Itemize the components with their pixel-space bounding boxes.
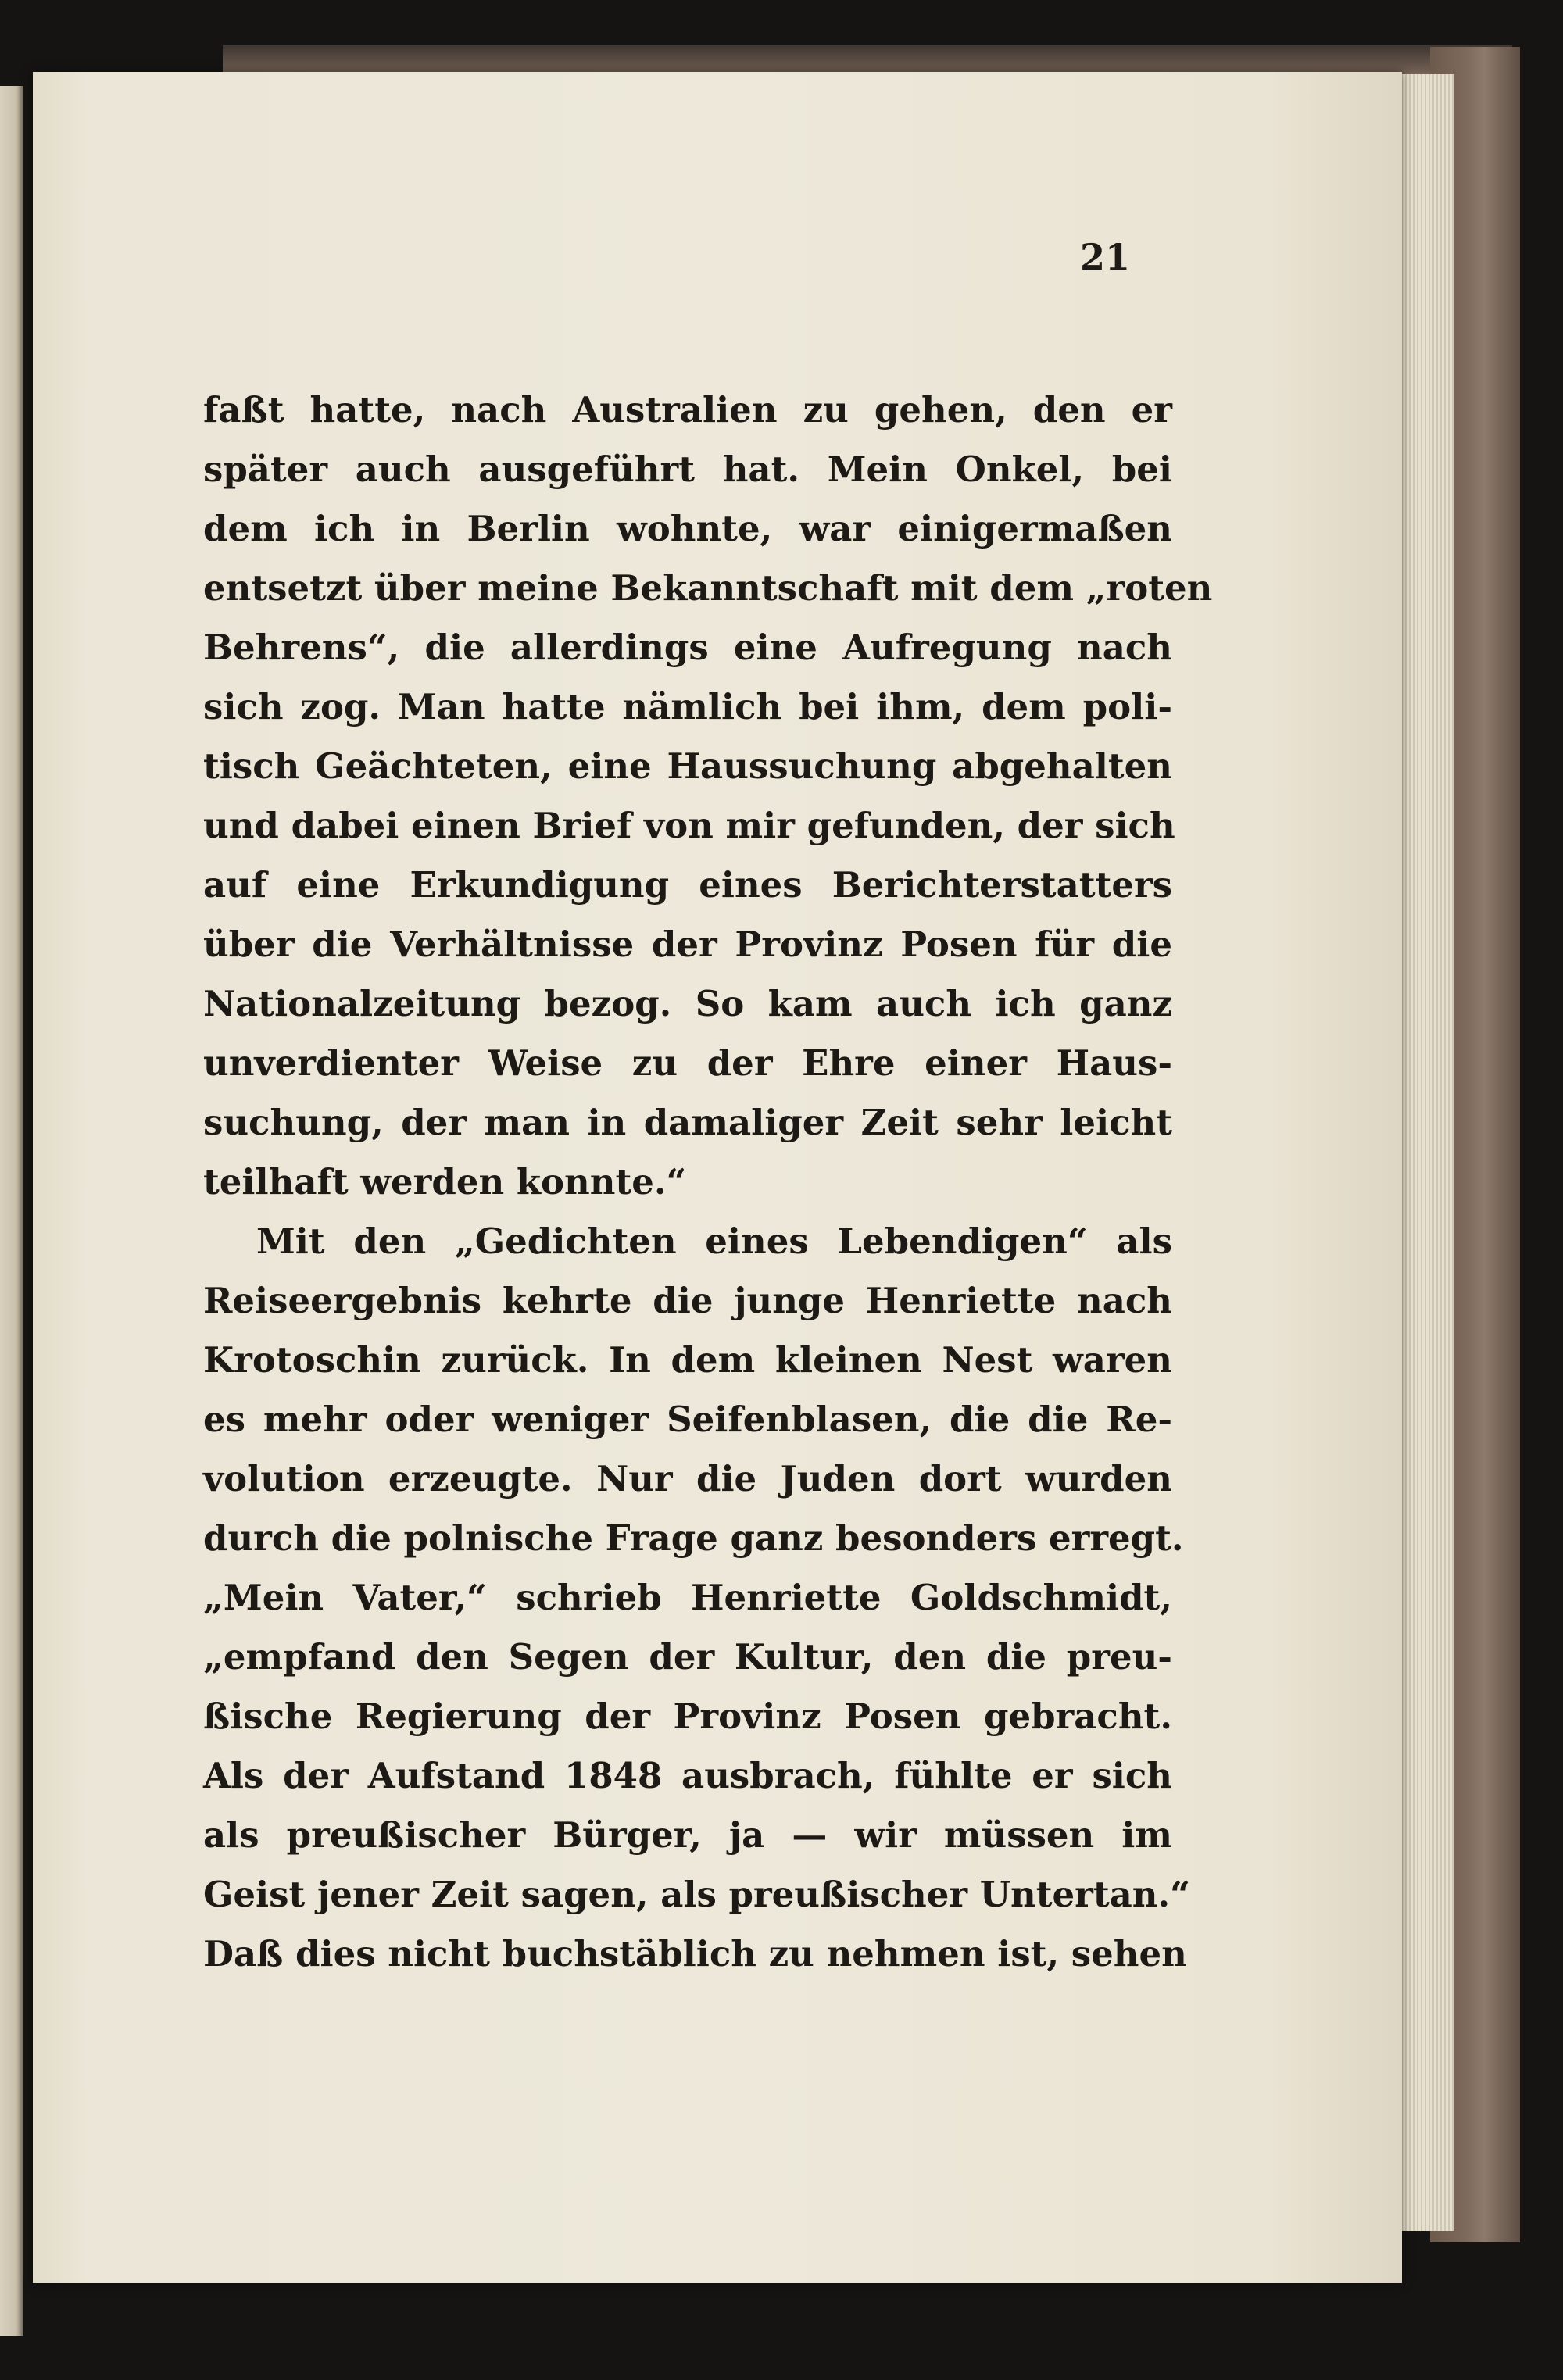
text-line: Krotoschin zurück. In dem kleinen Nest waren [203,1339,1172,1381]
page-edges [1399,74,1454,2231]
text-line: Nationalzeitung bezog. So kam auch ich ganz [203,983,1172,1024]
text-line: volution erzeugte. Nur die Juden dort wurden [203,1458,1172,1499]
body-text [203,381,1213,1984]
left-page-edge [0,86,23,2336]
text-line: dem ich in Berlin wohnte, war einigermaßen [203,508,1172,549]
text-line: Mit den „Gedichten eines Lebendigen“ als [256,1220,1172,1262]
text-line: faßt hatte, nach Australien zu gehen, den er [203,389,1172,431]
text-line: Geist jener Zeit sagen, als preußischer Untertan.“ [203,1874,1191,1915]
text-line: unverdienter Weise zu der Ehre einer Haus- [203,1042,1172,1084]
text-line: tisch Geächteten, eine Haussuchung abgehalten [203,745,1172,787]
text-line: auf eine Erkundigung eines Berichterstatters [203,864,1172,906]
text-line: ßische Regierung der Provinz Posen gebracht. [203,1696,1172,1737]
text-line: sich zog. Man hatte nämlich bei ihm, dem poli- [203,686,1172,727]
text-line: über die Verhältnisse der Provinz Posen für die [203,924,1172,965]
book-page [33,72,1402,2283]
text-line: durch die polnische Frage ganz besonders erregt. [203,1517,1184,1559]
text-line: Daß dies nicht buchstäblich zu nehmen ist, sehen [203,1933,1187,1974]
text-line: Reiseergebnis kehrte die junge Henriette nach [203,1280,1172,1321]
text-line: teilhaft werden konnte.“ [203,1161,687,1203]
text-line: „empfand den Segen der Kultur, den die preu- [203,1636,1172,1678]
text-line: suchung, der man in damaliger Zeit sehr leicht [203,1102,1172,1143]
text-line: Als der Aufstand 1848 ausbrach, fühlte er sich [203,1755,1172,1796]
text-line: Behrens“, die allerdings eine Aufregung nach [203,627,1172,668]
text-line: es mehr oder weniger Seifenblasen, die die Re- [203,1399,1172,1440]
page-number: 21 [1080,236,1131,278]
text-line: später auch ausgeführt hat. Mein Onkel, bei [203,448,1172,490]
text-line: entsetzt über meine Bekanntschaft mit dem „roten [203,567,1213,609]
text-line: „Mein Vater,“ schrieb Henriette Goldschmidt, [203,1577,1172,1618]
text-line: und dabei einen Brief von mir gefunden, der sich [203,805,1175,846]
text-line: als preußischer Bürger, ja — wir müssen im [203,1814,1172,1856]
